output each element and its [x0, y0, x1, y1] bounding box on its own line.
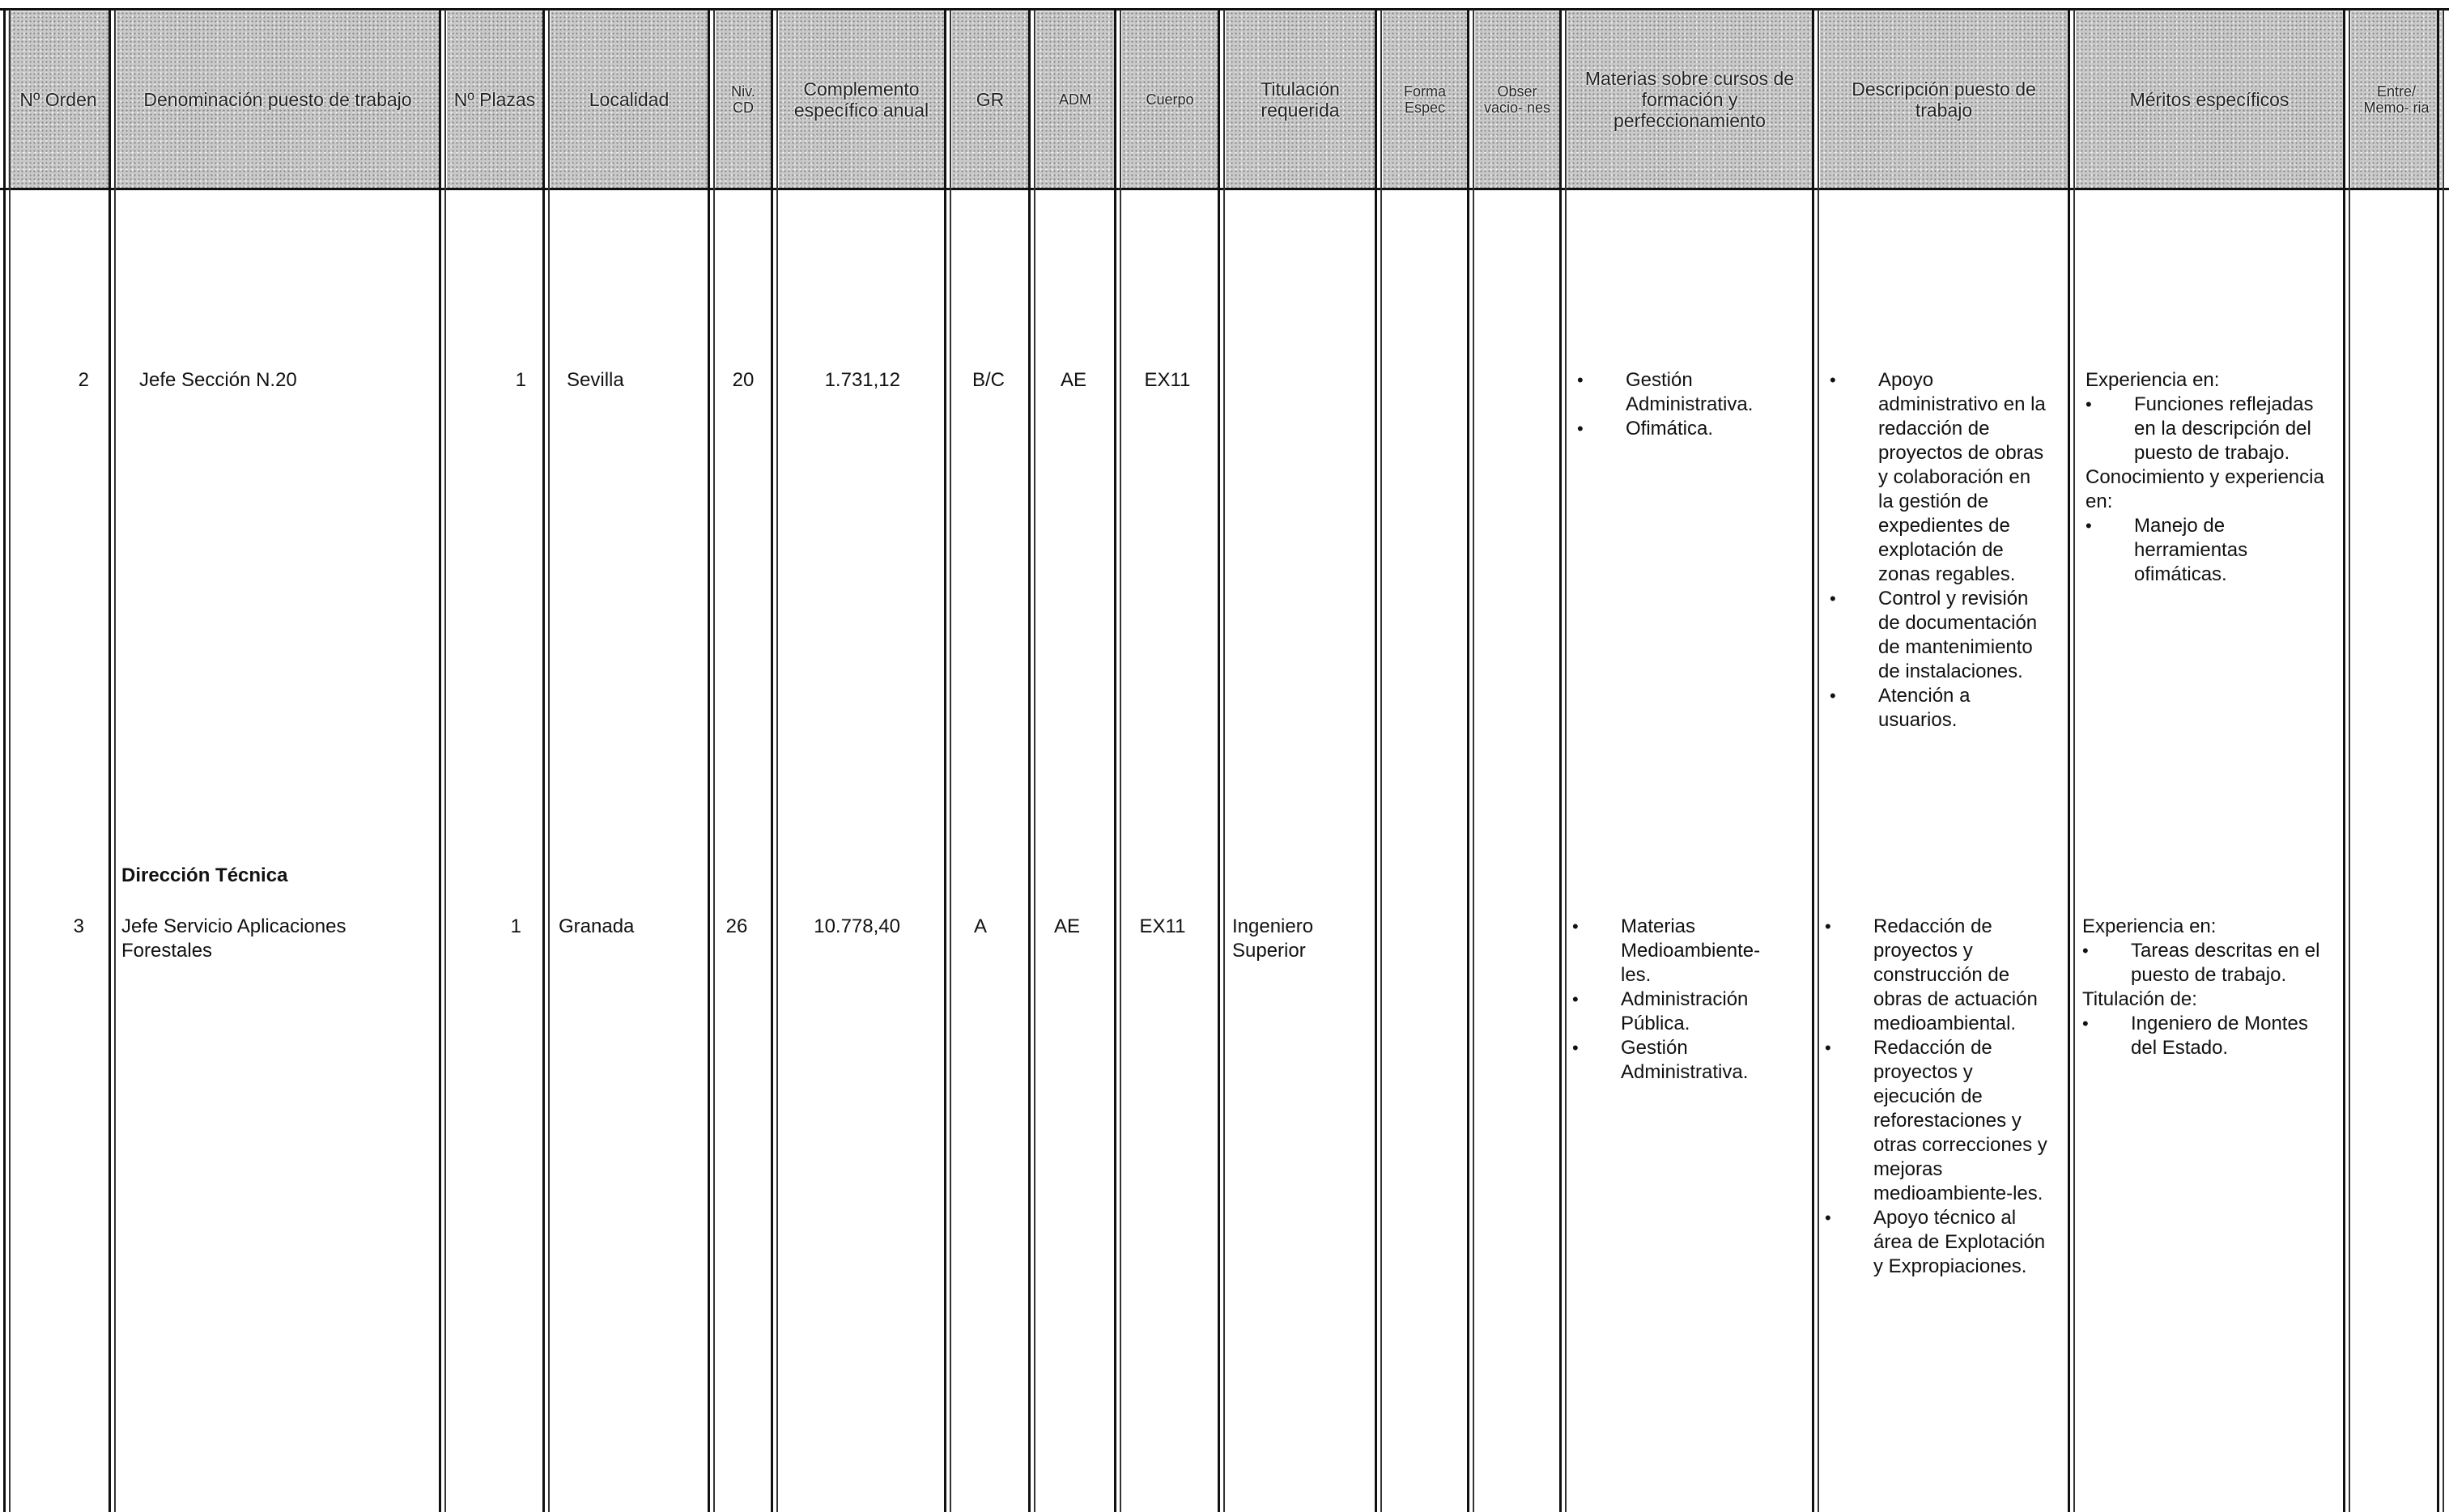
row-cuerpo: EX11	[1139, 915, 1186, 937]
row-localidad: Granada	[559, 915, 635, 937]
column-divider	[1028, 10, 1031, 1512]
row-meritos	[2082, 915, 2325, 1060]
row-materias	[1572, 915, 1767, 1085]
header-plazas: Nº Plazas	[447, 11, 542, 188]
row-titulacion: Ingeniero Superior	[1232, 915, 1314, 962]
column-divider	[3, 10, 6, 1512]
row-complemento: 10.778,40	[814, 915, 900, 937]
row-nivel: 26	[725, 915, 748, 937]
header-gr: GR	[952, 11, 1028, 188]
column-divider	[1375, 10, 1377, 1512]
row-descripcion	[1830, 368, 2050, 733]
column-divider	[944, 10, 946, 1512]
row-plazas: 1	[515, 369, 526, 391]
row-cuerpo: EX11	[1144, 369, 1191, 391]
header-entrevista: Entre/ Memo- ria	[2351, 11, 2442, 188]
header-cuerpo: Cuerpo	[1122, 11, 1218, 188]
list-item: • Gestión Administrativa.	[1577, 368, 1788, 417]
header-localidad: Localidad	[551, 11, 708, 188]
meritos-heading: Experiencia en:	[2085, 369, 2220, 391]
header-observaciones: Obser vacio- nes	[1475, 11, 1559, 188]
column-divider	[771, 10, 773, 1512]
header-nivel: Niv. CD	[716, 11, 771, 188]
row-plazas: 1	[510, 915, 521, 937]
list-item: • Atención a usuarios.	[1830, 684, 2050, 733]
row-complemento: 1.731,12	[824, 369, 900, 391]
column-divider	[1218, 10, 1220, 1512]
list-item: • Apoyo administrativo en la redacción de proyectos de obras y colaboración en la gestión de expedientes de explotación de zonas regables.	[1830, 368, 2050, 587]
row-denominacion: Jefe Servicio Aplicaciones Forestales	[121, 915, 347, 962]
list-item: • Redacción de proyectos y construcción de obras de actuación medioambiental.	[1825, 915, 2048, 1036]
list-item: • Control y revisión de documentación de mantenimiento de instalaciones.	[1830, 587, 2050, 684]
row-gr: B/C	[972, 369, 1005, 391]
header-titulacion: Titulación requerida	[1226, 11, 1375, 188]
meritos-heading: Titulación de:	[2082, 988, 2197, 1010]
list-item: • Tareas descritas en el puesto de trabajo.	[2082, 939, 2325, 987]
column-divider	[2343, 10, 2345, 1512]
list-item: • Apoyo técnico al área de Explotación y Expropiaciones.	[1825, 1206, 2048, 1279]
row-adm: AE	[1060, 369, 1086, 391]
list-item: • Administración Pública.	[1572, 987, 1767, 1036]
row-meritos	[2085, 368, 2336, 587]
header-meritos: Méritos específicos	[2076, 11, 2343, 188]
row-localidad: Sevilla	[567, 369, 624, 391]
list-item: • Gestión Administrativa.	[1572, 1036, 1767, 1085]
row-orden: 2	[78, 369, 89, 391]
column-divider	[542, 10, 545, 1512]
header-denominacion: Denominación puesto de trabajo	[117, 11, 439, 188]
column-divider	[1812, 10, 1814, 1512]
column-divider	[439, 10, 441, 1512]
column-divider	[1559, 10, 1562, 1512]
row-orden: 3	[73, 915, 84, 937]
column-divider	[708, 10, 710, 1512]
meritos-heading: Experiencia en:	[2082, 915, 2217, 937]
list-item: • Materias Medioambiente-les.	[1572, 915, 1767, 987]
list-item: • Manejo de herramientas ofimáticas.	[2085, 514, 2336, 587]
row-materias	[1577, 368, 1788, 441]
header-forma: Forma Espec	[1383, 11, 1467, 188]
header-descripcion: Descripción puesto de trabajo	[1820, 11, 2068, 188]
row-adm: AE	[1053, 915, 1080, 937]
list-item: • Ofimática.	[1577, 417, 1788, 441]
column-divider	[108, 10, 111, 1512]
column-divider	[2068, 10, 2070, 1512]
header-complemento: Complemento específico anual	[779, 11, 944, 188]
row-descripcion	[1825, 915, 2048, 1279]
column-divider	[2437, 10, 2439, 1512]
header-adm: ADM	[1036, 11, 1114, 188]
column-divider	[1467, 10, 1469, 1512]
section-title: Dirección Técnica	[121, 864, 288, 886]
row-nivel: 20	[732, 369, 755, 391]
header-orden: Nº Orden	[8, 11, 108, 188]
list-item: • Redacción de proyectos y ejecución de reforestaciones y otras correcciones y mejoras medioambiente-les.	[1825, 1036, 2048, 1206]
row-denominacion: Jefe Sección N.20	[139, 369, 297, 391]
column-divider	[1114, 10, 1116, 1512]
header-materias: Materias sobre cursos de formación y perfeccionamiento	[1567, 11, 1812, 188]
meritos-heading: Conocimiento y experiencia en:	[2085, 466, 2324, 512]
list-item: • Ingeniero de Montes del Estado.	[2082, 1012, 2325, 1060]
list-item: • Funciones reflejadas en la descripción del puesto de trabajo.	[2085, 393, 2336, 465]
row-gr: A	[973, 915, 987, 937]
